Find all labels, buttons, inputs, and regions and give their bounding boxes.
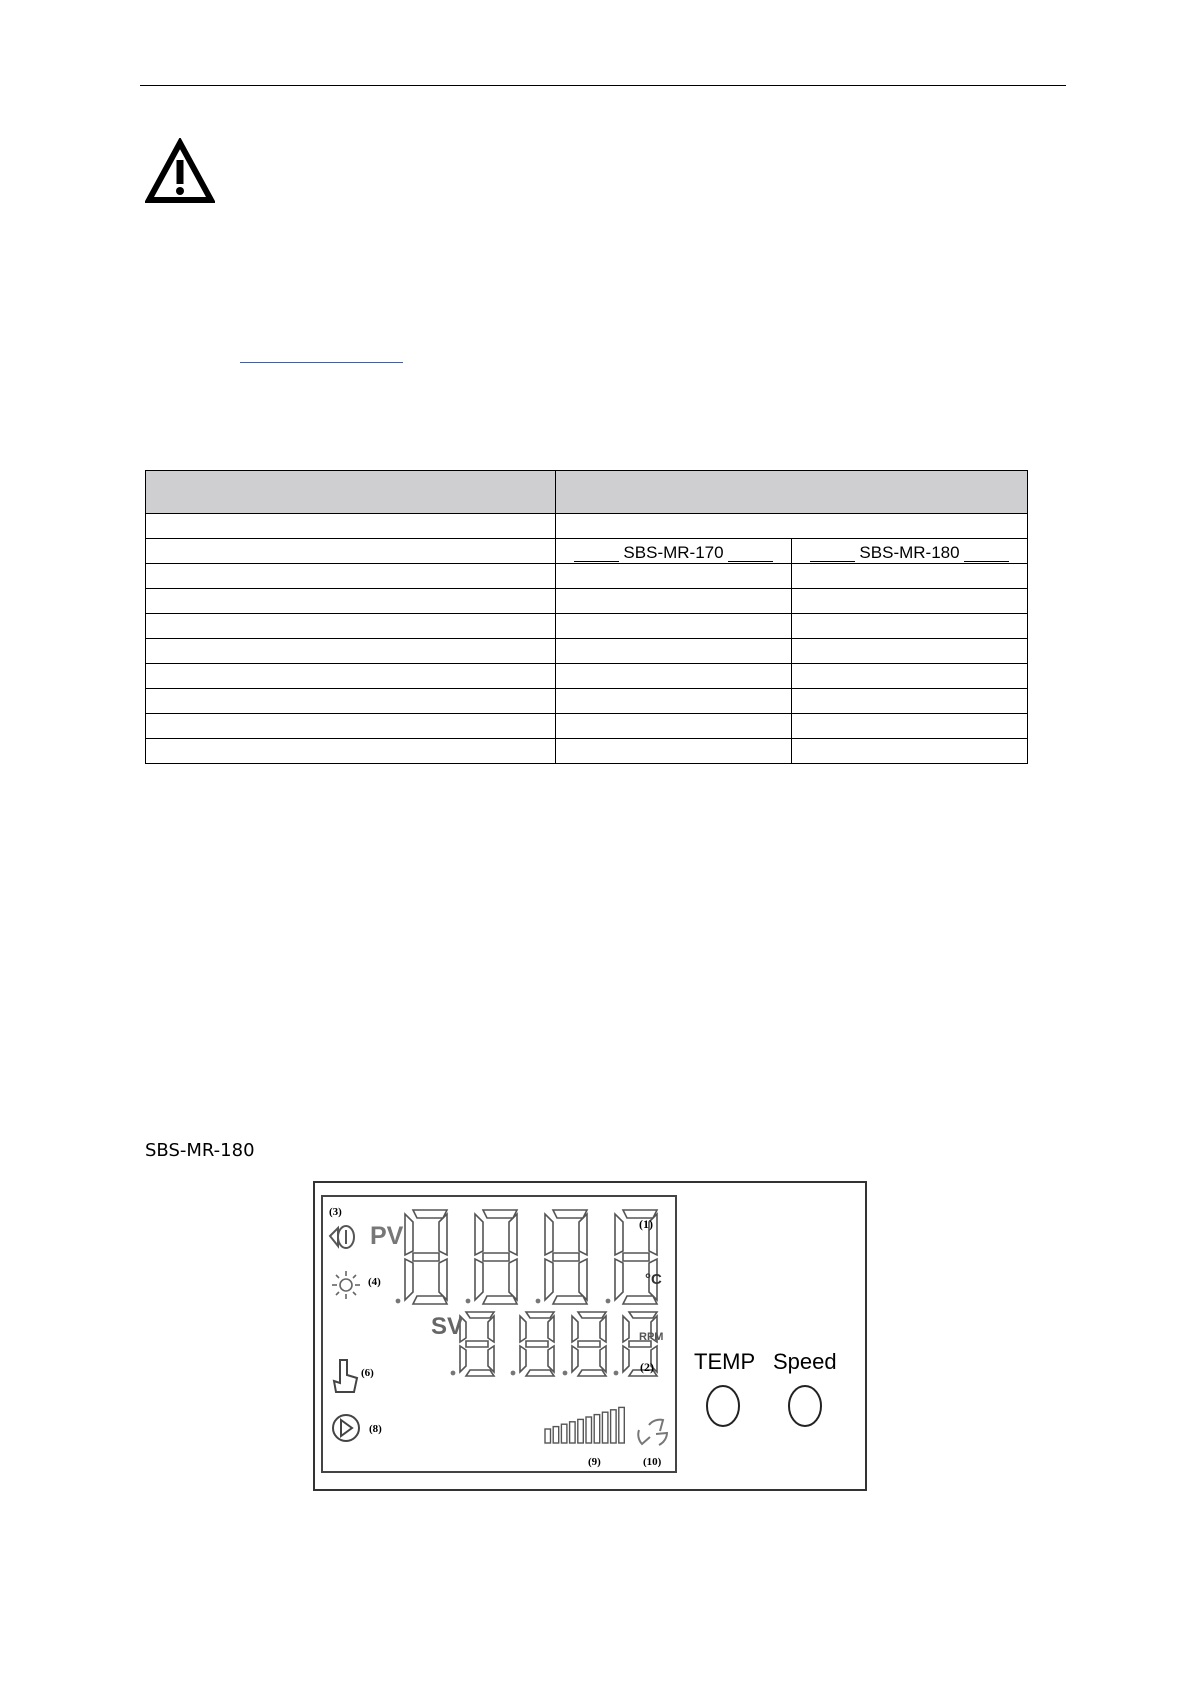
spec-table-header-row (146, 471, 1028, 514)
hand-touch-icon (334, 1360, 357, 1392)
rpm-unit: RPM (639, 1331, 664, 1343)
table-row (146, 664, 1028, 689)
pv-label: PV (370, 1222, 404, 1250)
model-header-row (146, 539, 1028, 564)
heater-sun-icon (332, 1271, 360, 1299)
bar-segment (578, 1419, 584, 1443)
pv-digit-3 (536, 1210, 587, 1304)
sv-label: SV (431, 1313, 464, 1340)
table-row (146, 739, 1028, 764)
callout-9: (9) (588, 1456, 601, 1468)
table-cell (146, 471, 556, 514)
table-row (146, 589, 1028, 614)
callout-8: (8) (369, 1423, 382, 1435)
callout-10: (10) (643, 1456, 662, 1468)
table-cell (146, 514, 556, 539)
table-row (146, 714, 1028, 739)
bar-segment (586, 1417, 592, 1443)
warning-triangle-icon (145, 138, 215, 204)
sv-digit-3 (563, 1312, 606, 1376)
celsius-unit: °C (645, 1271, 662, 1288)
bar-segment (570, 1422, 576, 1443)
model-header-180: SBS-MR-180 (792, 539, 1028, 564)
bar-segment (553, 1427, 559, 1443)
callout-4: (4) (368, 1276, 381, 1288)
bar-segment (619, 1407, 625, 1443)
temp-button[interactable] (707, 1386, 739, 1426)
speaker-icon (330, 1226, 354, 1248)
fan-icon (638, 1420, 667, 1445)
table-row (146, 639, 1028, 664)
bar-segment (594, 1415, 600, 1443)
table-row (146, 689, 1028, 714)
bar-segment (545, 1429, 551, 1443)
callout-6: (6) (361, 1367, 374, 1379)
callout-3: (3) (329, 1206, 342, 1218)
sv-digit-2 (511, 1312, 554, 1376)
bar-segment (561, 1424, 567, 1443)
bar-segment (602, 1412, 608, 1443)
table-row (146, 564, 1028, 589)
temp-button-label: TEMP (694, 1349, 756, 1374)
table-row (146, 614, 1028, 639)
table-cell (556, 471, 1028, 514)
speed-bar-graph (545, 1407, 624, 1443)
pv-digit-2 (466, 1210, 517, 1304)
play-icon (333, 1415, 359, 1441)
callout-2: (2) (640, 1360, 654, 1374)
callout-1: (1) (639, 1217, 653, 1231)
figure-caption: SBS-MR-180 (145, 1140, 255, 1161)
bar-segment (611, 1410, 617, 1443)
speed-button[interactable] (789, 1386, 821, 1426)
pv-digit-row (396, 1210, 657, 1304)
control-panel-diagram (312, 1180, 868, 1492)
table-cell (556, 514, 1028, 539)
speed-button-label: Speed (773, 1349, 837, 1374)
table-row (146, 514, 1028, 539)
hyperlink-underline[interactable] (240, 362, 403, 363)
table-cell (146, 539, 556, 564)
model-header-170: SBS-MR-170 (556, 539, 792, 564)
spec-table (145, 470, 1027, 768)
header-rule (140, 85, 1066, 86)
sv-digit-row (451, 1312, 657, 1376)
